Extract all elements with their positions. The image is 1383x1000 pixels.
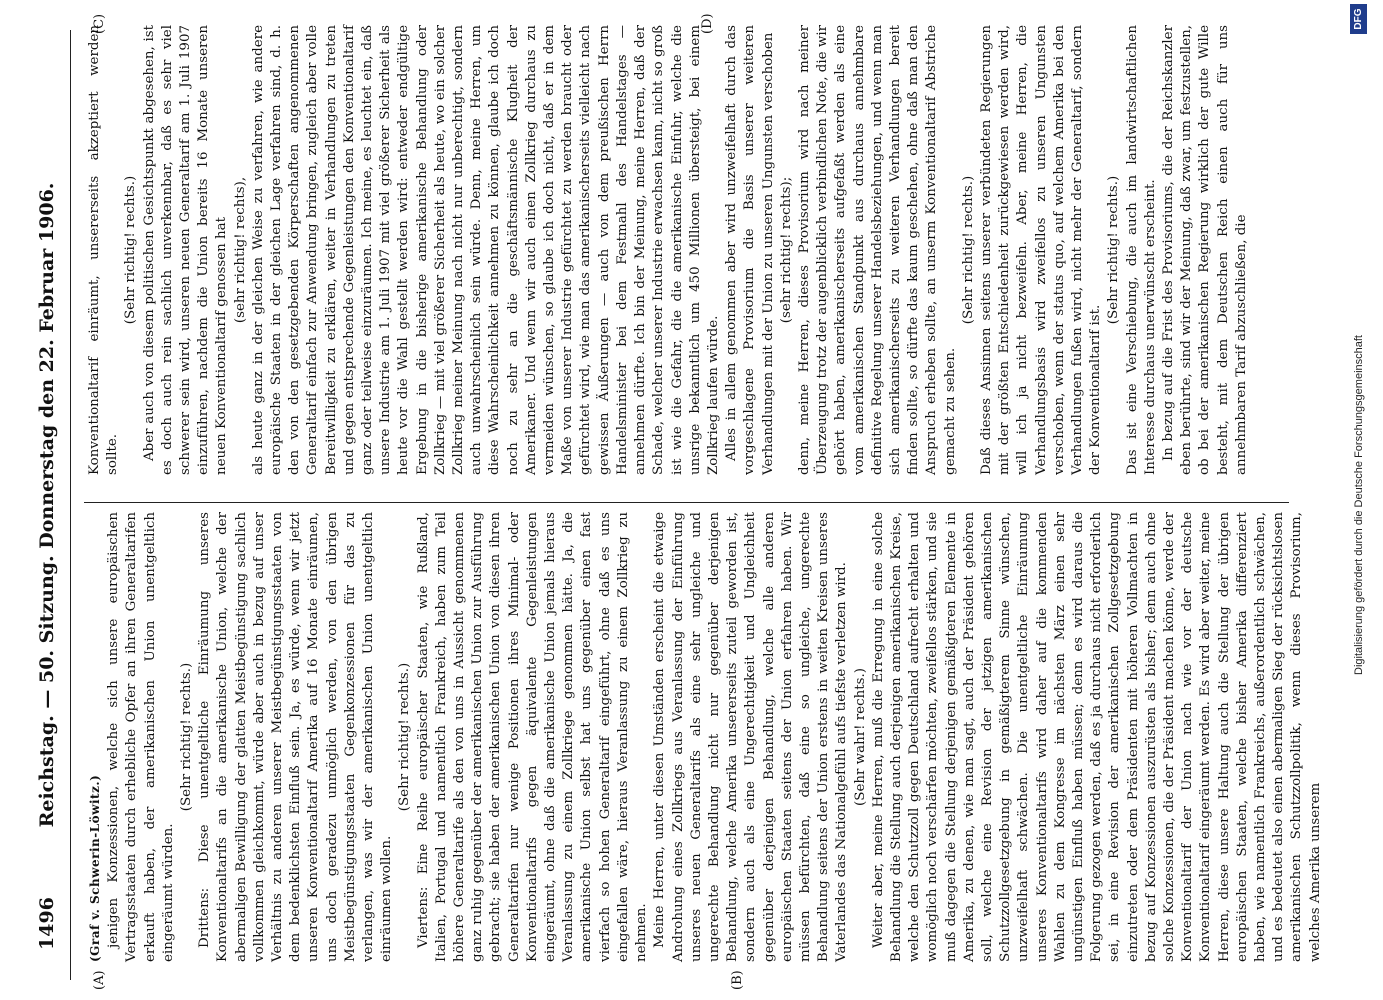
paragraph: Das ist eine Verschiebung, die auch im landwirtschaftlichen Interesse durchaus unerwünscht erscheint. — [1124, 25, 1158, 475]
margin-letter-b: (B) — [730, 970, 745, 990]
right-column — [86, 25, 1251, 475]
margin-letter-a: (A) — [92, 970, 107, 990]
interjection: (Sehr richtig! rechts.) — [123, 175, 139, 325]
paragraph: jenigen Konzessionen, welche sich unsere europäischen Vertragsstaaten durch erhebliche Opfer an ihren Generaltarifen erkauft haben, der amerikanischen Union unentgeltlich eingeräumt würden. — [106, 512, 176, 962]
interjection: (Sehr wahr! rechts.) — [852, 668, 868, 806]
running-title: Reichstag. — 50. Sitzung. Donnerstag den 22. Februar 1906. — [36, 182, 58, 828]
paragraph: Alles in allem genommen aber wird unzweifelhaft durch das vorgeschlagene Provisorium die Basis unserer weiteren Verhandlungen mit der Union zu unseren Ungunsten verschoben — [724, 25, 776, 475]
column-divider — [84, 502, 1289, 503]
paragraph: Meine Herren, unter diesen Umständen erscheint die etwaige Androhung eines Zollkriegs aus Veranlassung der Einführung unseres neuen Generaltarifs als eine sehr ungleiche und ungerechte Behandlung nicht nur gegenüber derjenigen Behandlung, welche Amerika unsererseits zuteil geworden ist, sondern auch als eine Ungerechtigkeit und Ungleichheit gegenüber derjenigen Behandlung, welche alle anderen europäischen Staaten seitens der Union erfahren haben. Wir müssen befürchten, daß eine so ungleiche, ungerechte Behandlung seitens der Union erstens in weiten Kreisen unseres Vaterlandes das Nationalgefühl aufs tiefste verletzen wird. — [652, 512, 850, 962]
interjection: (Sehr richtig! rechts.) — [397, 662, 413, 812]
paragraph: als heute ganz in der gleichen Weise zu verfahren, wie andere europäische Staaten in der gleichen Lage verfahren sind, d. h. den von den gesetzgebenden Körperschaften angenommenen Generaltarif einfach zur Anwendung bringen, zugleich aber volle Bereitwilligkeit zu erklären, weiter in Verhandlungen zu treten und gegen entsprechende Gegenleistungen den Konventionaltarif ganz oder teilweise einzuräumen. Ich meine, es leuchtet ein, daß unsere Industrie am 1. Juli 1907 mit viel größerer Sicherheit als heute vor die Wahl gestellt werden wird: entweder endgültige Ergebung in die bisherige amerikanische Behandlung oder Zollkrieg — mit viel größerer Sicherheit als heute, wo ein solcher Zollkrieg meiner Meinung nach nicht nur unberechtigt, sondern auch unwahrscheinlich sein würde. Denn, meine Herren, um diese Wahrscheinlichkeit annehmen zu können, glaube ich doch noch zu sehr an die geschäftsmännische Klugheit der Amerikaner. Und wenn wir auch einen Zollkrieg durchaus zu vermeiden wünschen, so glaube ich doch nicht, daß er in dem Maße von unserer Industrie gefürchtet zu werden braucht oder gefürchtet wird, wie man das amerikanischerseits vielleicht nach gewissen Äußerungen — auch von dem preußischen Herrn Handelsminister bei dem Festmahl des Handelstages — annehmen dürfte. Ich bin der Meinung, meine Herren, daß der Schade, welcher unserer Industrie erwachsen kann, nicht so groß ist wie die Gefahr, die die amerikanische Einfuhr, welche die unsrige bekanntlich um 450 Millionen übersteigt, bei einem Zollkrieg laufen würde. — [250, 25, 721, 475]
margin-letter-c: (C) — [92, 13, 107, 34]
speaker-label: (Graf v. Schwerin-Löwitz.) — [88, 774, 102, 962]
paragraph: Aber auch von diesem politischen Gesichtspunkt abgesehen, ist es doch auch rein sachlich unverkennbar, daß es sehr viel schwerer sein wird, unseren neuen Generaltarif am 1. Juli 1907 einzuführen, nachdem die Union bereits 16 Monate unseren neuen Konventionaltarif genossen hat — [141, 25, 230, 475]
paragraph: In bezug auf die Frist des Provisoriums, die der Reichskanzler eben berührte, sind wir der Meinung, daß zwar, um festzustellen, ob bei der amerikanischen Regierung wirklich der gute Wille besteht, mit dem Deutschen Reich einen auch für uns annehmbaren Tarif abzuschließen, die — [1160, 25, 1249, 475]
interjection: (Sehr richtig! rechts.) — [179, 662, 195, 812]
paragraph: Daß dieses Ansinnen seitens unserer verbündeten Regierungen mit der größten Entschiedenheit zurückgewiesen werden wird, will ich ja nicht bezweifeln. Aber, meine Herren, die Verhandlungsbasis wird zweifellos zu unseren Ungunsten verschoben, wenn der status quo, auf welchem Amerika bei den Verhandlungen fußen wird, nicht mehr der Generaltarif, sondern der Konventionaltarif ist. — [978, 25, 1104, 475]
paragraph: Drittens: Diese unentgeltliche Einräumung unseres Konventionaltarifs an die amerikanische Union, welche der abermaligen Bewilligung der glatten Meistbegünstigung sachlich vollkommen gleichkommt, würde aber auch in bezug auf unser Verhältnis zu anderen unserer Meistbegünstigungsstaaten von dem bedenklichsten Einfluß sein. Ja, es würde, wenn wir jetzt unseren Konventionaltarif Amerika auf 16 Monate einräumen, uns doch geradezu unmöglich werden, von den übrigen Meistbegünstigungsstaaten Gegenkonzessionen für das zu verlangen, was wir der amerikanischen Union unentgeltlich einräumen wollen. — [197, 512, 395, 962]
paragraph: Viertens: Eine Reihe europäischer Staaten, wie Rußland, Italien, Portugal und namentlich Frankreich, haben zum Teil höhere Generaltarife als den von uns in Aussicht genommenen ganz ruhig gegenüber der amerikanischen Union zur Ausführung gebracht; sie haben der amerikanischen Union von diesen ihren Generaltarifen nur wenige Positionen ihres Minimal- oder Konventionaltarifs gegen äquivalente Gegenleistungen eingeräumt, ohne daß die amerikanische Union jemals hieraus Veranlassung zu einem Zollkriege genommen hätte. Ja, die amerikanische Union selbst hat uns gegenüber einen fast vierfach so hohen Generaltarif eingeführt, ohne daß es uns eingefallen wäre, hieraus Veranlassung zu einem Zollkrieg zu nehmen. — [415, 512, 650, 962]
left-column — [86, 512, 1325, 962]
interjection: (sehr richtig! rechts); — [778, 176, 794, 324]
page-header — [30, 30, 66, 980]
dfg-logo: DFG — [1350, 4, 1367, 34]
interjection: (Sehr richtig! rechts.) — [960, 175, 976, 325]
digitization-credit: Digitalisierung gefördert durch die Deutsche Forschungsgemeinschaft — [1353, 335, 1365, 675]
page-number: 1496 — [36, 897, 58, 950]
margin-letter-d: (D) — [700, 13, 715, 34]
paragraph: denn, meine Herren, dieses Provisorium wird nach meiner Überzeugung trotz der augenblicklich verbindlichen Note, die wir gehört haben, amerikanischerseits aufgefaßt werden als eine vom amerikanischen Standpunkt aus durchaus annehmbare definitive Regelung unserer Handelsbeziehungen, und wenn man sich amerikanischerseits zu weiteren Verhandlungen bereit finden sollte, so dürfte das kaum geschehen, ohne daß man den Anspruch erheben sollte, an unserm Konventionaltarif Abstriche gemacht zu sehen. — [796, 25, 958, 475]
paragraph: Konventionaltarif einräumt, unsererseits akzeptiert werden sollte. — [87, 25, 121, 475]
interjection: (Sehr richtig! rechts.) — [1106, 175, 1122, 325]
paragraph: Weiter aber, meine Herren, muß die Erregung in eine solche Behandlung die Stellung auch derjenigen amerikanischen Kreise, welche den Schutzzoll gegen Deutschland aufrecht erhalten und womöglich noch verschärfen möchten, zweifellos stärken, und sie muß dagegen die Stellung derjenigen gemäßigteren Elemente in Amerika, zu denen, wie man sagt, auch der Präsident gehören soll, welche eine Revision der jetzigen amerikanischen Schutzzollgesetzgebung in gemäßigterem Sinne wünschen, unzweifelhaft schwächen. Die unentgeltliche Einräumung unseres Konventionaltarifs wird daher auf die kommenden Wahlen zu dem Kongresse im nächsten März einen sehr ungünstigen Einfluß haben müssen; denn es wird daraus die Folgerung gezogen werden, daß es ja durchaus nicht erforderlich sei, in eine Revision der amerikanischen Zollgesetzgebung einzutreten oder dem Präsidenten mit höheren Vollmachten in bezug auf Konzessionen auszurüsten als bisher; denn auch ohne solche Konzessionen, die der Präsident machen könne, werde der Konventionaltarif der Union nach wie vor der deutsche Konventionaltarif eingeräumt werden. Es wird aber weiter, meine Herren, diese unsere Haltung auch die Stellung der übrigen europäischen Staaten, welche bisher Amerika differenziert haben, wie namentlich Frankreichs, außerordentlich schwächen, und es bedeutet also einen abermaligen Sieg der rücksichtslosen amerikanischen Schutzzollpolitik, wenn dieses Provisorium, welches Amerika unserem — [870, 512, 1323, 962]
interjection: (sehr richtig! rechts), — [232, 176, 248, 324]
header-rule — [70, 30, 71, 980]
